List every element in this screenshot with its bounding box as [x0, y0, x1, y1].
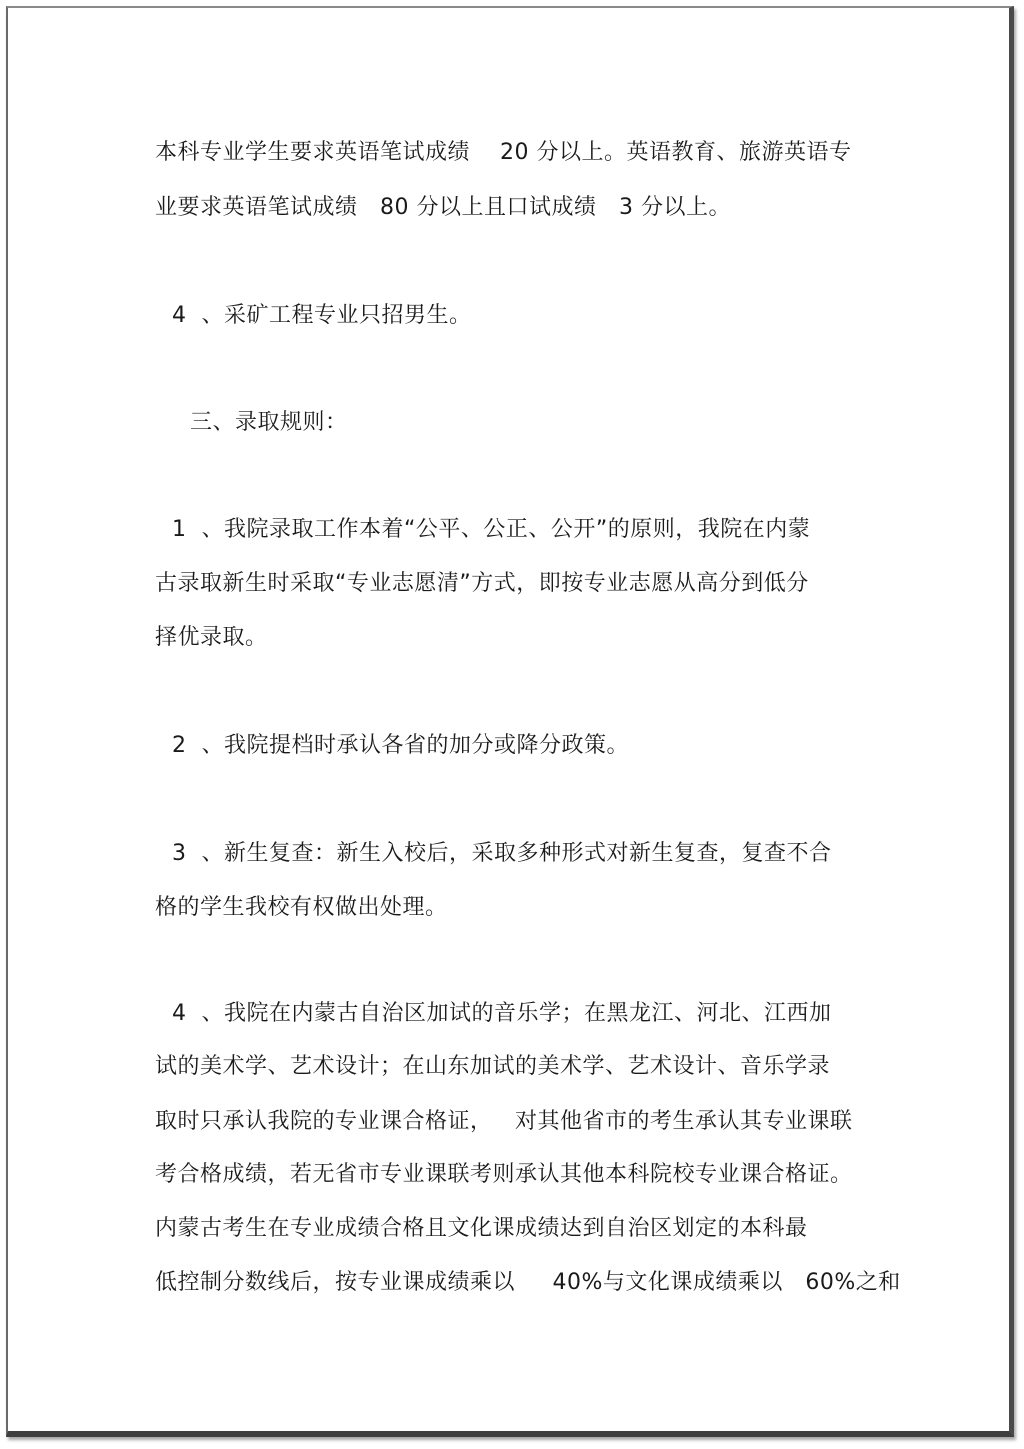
text-line: 内蒙古考生在专业成绩合格且文化课成绩达到自治区划定的本科最 — [155, 1216, 808, 1241]
text-line: 低控制分数线后，按专业课成绩乘以 40%与文化课成绩乘以 60%之和 — [155, 1270, 901, 1295]
text-line: 本科专业学生要求英语笔试成绩 20 分以上。英语教育、旅游英语专 — [155, 140, 852, 165]
text-line: 2 、我院提档时承认各省的加分或降分政策。 — [172, 733, 629, 758]
text-line: 古录取新生时采取“专业志愿清”方式，即按专业志愿从高分到低分 — [155, 571, 809, 596]
text-line: 1 、我院录取工作本着“公平、公正、公开”的原则，我院在内蒙 — [172, 517, 811, 542]
text-line: 择优录取。 — [155, 625, 268, 650]
text-line: 3 、新生复查：新生入校后，采取多种形式对新生复查，复查不合 — [172, 841, 832, 866]
section-heading: 三、录取规则： — [190, 410, 348, 435]
text-line: 格的学生我校有权做出处理。 — [155, 895, 448, 920]
text-line: 取时只承认我院的专业课合格证， 对其他省市的考生承认其专业课联 — [155, 1109, 853, 1134]
text-line: 试的美术学、艺术设计；在山东加试的美术学、艺术设计、音乐学录 — [155, 1054, 831, 1079]
text-line: 业要求英语笔试成绩 80 分以上且口试成绩 3 分以上。 — [155, 195, 731, 220]
text-line: 考合格成绩，若无省市专业课联考则承认其他本科院校专业课合格证。 — [155, 1162, 853, 1187]
text-line: 4 、我院在内蒙古自治区加试的音乐学；在黑龙江、河北、江西加 — [172, 1001, 832, 1026]
text-line: 4 、采矿工程专业只招男生。 — [172, 303, 472, 328]
